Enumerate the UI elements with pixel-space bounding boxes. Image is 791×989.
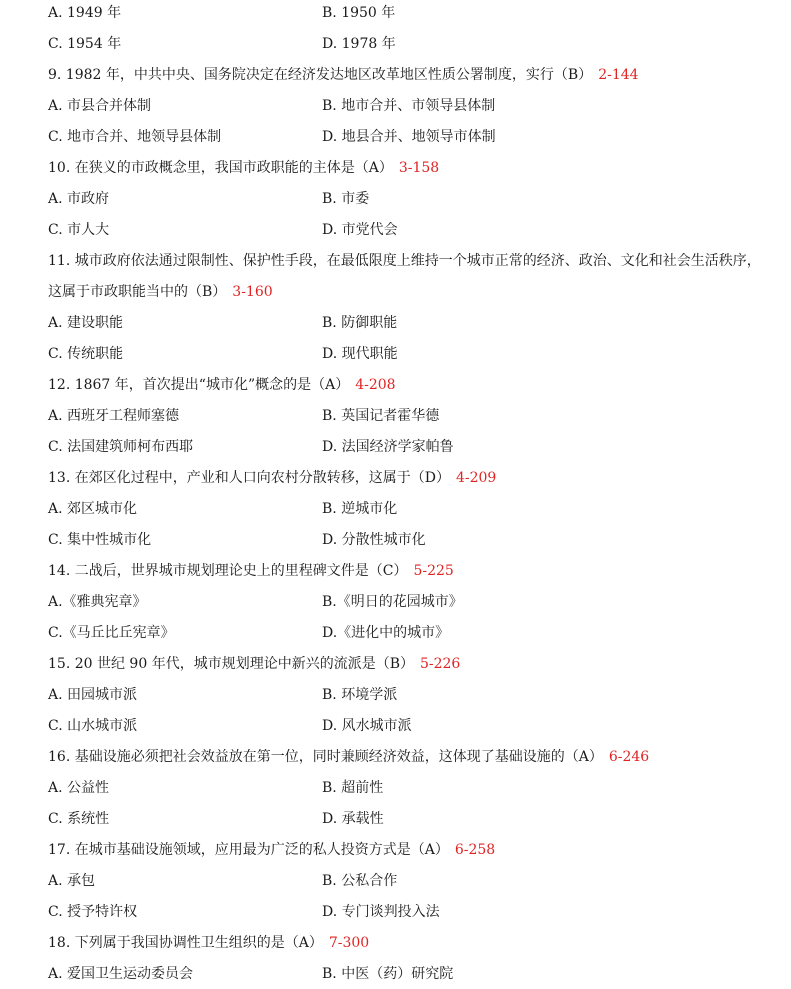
option-left: C. 山水城市派	[48, 718, 138, 734]
option-right: D. 1978 年	[322, 36, 396, 52]
option-left: C. 授予特许权	[48, 904, 138, 920]
option-left: A.《雅典宪章》	[48, 594, 147, 610]
option-right: D. 法国经济学家帕鲁	[322, 439, 454, 455]
question-stem: 9. 1982 年，中共中央、国务院决定在经济发达地区改革地区性质公署制度，实行（B）	[48, 67, 593, 83]
question-stem: 10. 在狭义的市政概念里，我国市政职能的主体是（A）	[48, 160, 393, 176]
question-stem: 12. 1867 年，首次提出“城市化”概念的是（A）	[48, 377, 350, 393]
option-right: B. 逆城市化	[322, 501, 398, 517]
page-reference: 5-225	[413, 563, 454, 579]
option-right: B. 1950 年	[322, 5, 396, 21]
question-continuation	[48, 282, 273, 302]
page-reference: 5-226	[419, 656, 461, 672]
option-right: B. 防御职能	[322, 315, 398, 331]
option-right: B. 地市合并、市领导县体制	[322, 98, 496, 114]
page-reference: 7-300	[328, 935, 370, 951]
option-left: C. 地市合并、地领导县体制	[48, 129, 222, 145]
page-reference: 4-209	[455, 470, 497, 486]
option-left: C. 传统职能	[48, 346, 124, 362]
question-text	[48, 654, 460, 674]
question-stem: 17. 在城市基础设施领域，应用最为广泛的私人投资方式是（A）	[48, 842, 449, 858]
option-left: A. 1949 年	[48, 5, 122, 21]
question-text	[48, 840, 495, 860]
question-stem: 13. 在郊区化过程中，产业和人口向农村分散转移，这属于（D）	[48, 470, 450, 486]
option-left: A. 市政府	[48, 191, 110, 207]
option-right: D. 市党代会	[322, 222, 398, 238]
question-text	[48, 375, 396, 395]
option-right: B. 公私合作	[322, 873, 398, 889]
option-left: A. 西班牙工程师塞德	[48, 408, 180, 424]
option-left: C.《马丘比丘宪章》	[48, 625, 175, 641]
option-left: A. 承包	[48, 873, 96, 889]
question-stem: 11. 城市政府依法通过限制性、保护性手段，在最低限度上维持一个城市正常的经济、政治、文化和社会生活秩序，	[48, 253, 761, 269]
question-stem: 14. 二战后，世界城市规划理论史上的里程碑文件是（C）	[48, 563, 408, 579]
page-reference: 3-160	[232, 284, 273, 300]
question-text	[48, 747, 649, 767]
question-text	[48, 468, 496, 488]
option-right: D.《进化中的城市》	[322, 625, 450, 641]
page-reference: 4-208	[355, 377, 396, 393]
option-left: C. 法国建筑师柯布西耶	[48, 439, 194, 455]
question-stem: 15. 20 世纪 90 年代，城市规划理论中新兴的流派是（B）	[48, 656, 414, 672]
option-right: D. 承载性	[322, 811, 384, 827]
option-right: B. 超前性	[322, 780, 384, 796]
option-right: B. 中医（药）研究院	[322, 966, 454, 982]
page-reference: 6-258	[454, 842, 496, 858]
question-text	[48, 933, 369, 953]
option-right: B.《明日的花园城市》	[322, 594, 463, 610]
option-left: A. 爱国卫生运动委员会	[48, 966, 194, 982]
question-text	[48, 65, 639, 85]
page-reference: 2-144	[598, 67, 639, 83]
option-left: C. 1954 年	[48, 36, 122, 52]
question-stem: 18. 下列属于我国协调性卫生组织的是（A）	[48, 935, 323, 951]
option-right: B. 英国记者霍华德	[322, 408, 440, 424]
option-right: B. 环境学派	[322, 687, 398, 703]
option-right: D. 分散性城市化	[322, 532, 426, 548]
page-reference: 6-246	[608, 749, 650, 765]
option-left: C. 市人大	[48, 222, 110, 238]
option-left: A. 田园城市派	[48, 687, 138, 703]
option-left: A. 公益性	[48, 780, 110, 796]
option-right: D. 风水城市派	[322, 718, 412, 734]
option-right: B. 市委	[322, 191, 370, 207]
option-left: C. 集中性城市化	[48, 532, 152, 548]
option-right: D. 专门谈判投入法	[322, 904, 440, 920]
option-left: A. 建设职能	[48, 315, 124, 331]
option-left: A. 郊区城市化	[48, 501, 138, 517]
option-left: A. 市县合并体制	[48, 98, 152, 114]
option-left: C. 系统性	[48, 811, 110, 827]
question-text	[48, 251, 761, 271]
page-reference: 3-158	[398, 160, 440, 176]
question-stem: 这属于市政职能当中的（B）	[48, 284, 227, 300]
option-right: D. 现代职能	[322, 346, 398, 362]
question-text	[48, 561, 454, 581]
question-text	[48, 158, 439, 178]
option-right: D. 地县合并、地领导市体制	[322, 129, 496, 145]
question-stem: 16. 基础设施必须把社会效益放在第一位，同时兼顾经济效益，这体现了基础设施的（A）	[48, 749, 603, 765]
